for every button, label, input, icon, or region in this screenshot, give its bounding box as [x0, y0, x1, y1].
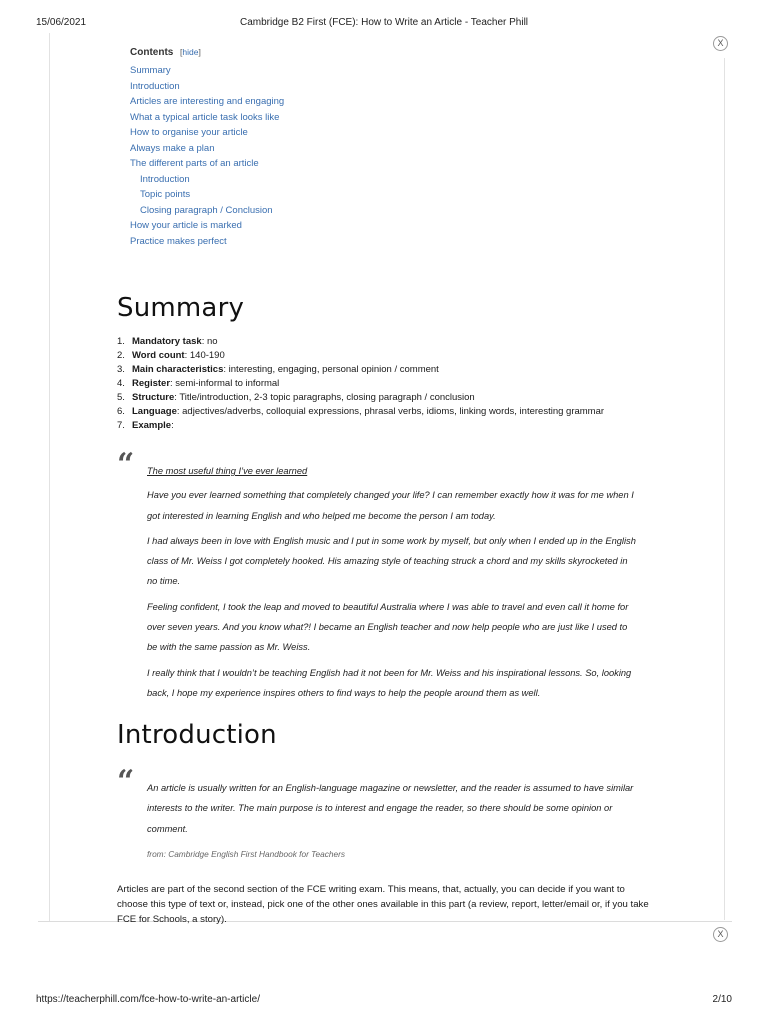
toc-link[interactable]: The different parts of an article	[130, 158, 259, 169]
toc-list	[130, 63, 284, 249]
content-frame-right-border	[724, 58, 725, 920]
introduction-body-text: Articles are part of the second section of the FCE writing exam. This means, that, actually, you can decide if you want to choose this type of text or, instead, pick one of the other ones available in this part (a review, report, letter/email or, if you take FCE for Schools, a story).	[117, 884, 649, 925]
summary-item-number: 2.	[117, 350, 125, 361]
summary-item-number: 5.	[117, 392, 125, 403]
summary-list-item	[117, 335, 604, 349]
toc-link[interactable]: Articles are interesting and engaging	[130, 96, 285, 107]
toc-link[interactable]: What a typical article task looks like	[130, 111, 280, 123]
summary-item-number: 1.	[117, 336, 125, 347]
summary-item-value: :	[171, 420, 174, 431]
toc-hide-toggle[interactable]	[180, 47, 201, 57]
summary-item-label: Register	[132, 378, 171, 389]
toc-link[interactable]: Introduction	[130, 80, 180, 92]
handbook-quote-source: from: Cambridge English First Handbook for Teachers	[147, 848, 345, 859]
handbook-quote	[147, 778, 637, 869]
summary-list-item	[117, 377, 604, 391]
summary-item-label: Example	[132, 420, 172, 431]
print-page-number: 2/10	[712, 994, 732, 1005]
summary-item-value: : Title/introduction, 2-3 topic paragraphs, closing paragraph / conclusion	[174, 392, 475, 403]
summary-item-value: : interesting, engaging, personal opinion / comment	[223, 364, 439, 375]
toc-link[interactable]: Always make a plan	[130, 142, 215, 154]
example-article-paragraph: I had always been in love with English music and I put in some work by myself, but only when I ended up in the English class of Mr. Weiss I got completely hooked. His amazing style of teaching struck a chord and my skills skyrocketed in no time.	[147, 535, 636, 587]
toc-link[interactable]: Introduction	[140, 173, 190, 185]
example-article-title: The most useful thing I’ve ever learned	[147, 466, 308, 476]
toc-link[interactable]: Closing paragraph / Conclusion	[140, 204, 273, 216]
summary-heading: Summary	[117, 293, 245, 323]
toc-title: Contents	[130, 47, 174, 58]
summary-item-label: Mandatory task	[132, 336, 202, 347]
toc-link[interactable]: Topic points	[140, 189, 191, 200]
handbook-quote-text: An article is usually written for an English-language magazine or newsletter, and the reader is assumed to have similar interests to the writer. The main purpose is to interest and engage the reader, so there should be some opinion or comment.	[147, 783, 634, 834]
content-frame-left-border	[49, 33, 50, 921]
example-article-body	[147, 485, 637, 703]
summary-list-item	[117, 349, 604, 363]
introduction-heading: Introduction	[117, 720, 277, 750]
example-article-paragraph: Feeling confident, I took the leap and moved to beautiful Australia where I was able to travel and even call it home for over seven years. And you know what?! I became an English teacher and now help people who are just like I used to be with the same passion as Mr. Weiss.	[147, 601, 629, 653]
table-of-contents	[130, 45, 284, 249]
example-article-paragraph: Have you ever learned something that completely changed your life? I can remember exactly how it was for me when I got interested in learning English and who helped me become the person I am today.	[147, 490, 634, 521]
summary-item-label: Structure	[132, 392, 175, 403]
print-url: https://teacherphill.com/fce-how-to-write-an-article/	[36, 994, 260, 1005]
toc-hide-bracket-close: ]	[198, 47, 201, 57]
summary-list-item	[117, 391, 604, 405]
toc-link[interactable]: How your article is marked	[130, 220, 242, 231]
toc-hide-bracket-open: [	[179, 47, 183, 57]
summary-item-value: : semi-informal to informal	[170, 378, 280, 389]
summary-list-item	[117, 419, 604, 433]
toc-link[interactable]: How to organise your article	[130, 127, 248, 138]
print-page-title: Cambridge B2 First (FCE): How to Write an Article - Teacher Phill	[239, 17, 529, 28]
toc-link[interactable]: Practice makes perfect	[130, 235, 227, 247]
summary-item-number: 3.	[117, 364, 125, 375]
summary-list	[117, 335, 604, 433]
summary-item-value: : no	[201, 336, 218, 347]
print-date: 15/06/2021	[36, 17, 87, 28]
summary-list-item	[117, 405, 604, 419]
close-icon[interactable]: X	[713, 36, 728, 51]
summary-item-label: Language	[132, 406, 177, 417]
example-article-paragraph: I really think that I wouldn’t be teaching English had it not been for Mr. Weiss and his inspirational lessons. So, looking back, I hope my experience inspires others to find ways to help the people around them as well.	[147, 667, 632, 698]
summary-list-item	[117, 363, 604, 377]
example-article-quote	[147, 461, 637, 708]
toc-header	[130, 45, 284, 60]
summary-item-number: 4.	[117, 378, 125, 389]
close-icon[interactable]: X	[713, 927, 728, 942]
summary-item-label: Word count	[132, 350, 185, 361]
summary-item-number: 6.	[117, 406, 125, 417]
summary-item-value: : 140-190	[184, 350, 225, 361]
quote-icon: “	[117, 447, 135, 482]
quote-icon: “	[117, 764, 135, 799]
toc-hide-link[interactable]: hide	[182, 47, 199, 57]
summary-item-number: 7.	[117, 420, 125, 431]
toc-link[interactable]: Summary	[130, 65, 171, 76]
summary-item-value: : adjectives/adverbs, colloquial expressions, phrasal verbs, idioms, linking words, interesting grammar	[176, 406, 605, 417]
summary-item-label: Main characteristics	[132, 364, 224, 375]
